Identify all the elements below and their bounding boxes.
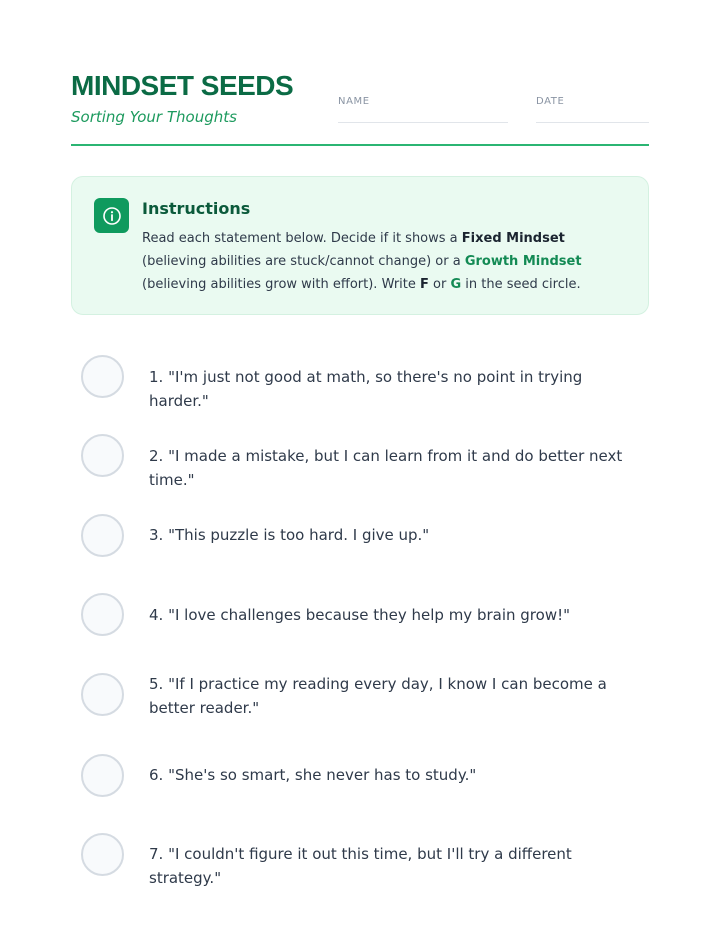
page-subtitle: Sorting Your Thoughts: [71, 108, 237, 126]
seed-circle[interactable]: [81, 593, 124, 636]
statement-text: 4. "I love challenges because they help my brain grow!": [149, 606, 570, 624]
date-field[interactable]: [536, 96, 649, 123]
seed-circle[interactable]: [81, 833, 124, 876]
name-label: NAME: [338, 96, 370, 107]
instructions-panel: [71, 176, 649, 315]
letter-g: G: [450, 277, 462, 292]
date-line[interactable]: [536, 122, 649, 123]
page-title: MINDSET SEEDS: [71, 70, 294, 101]
statement-text: 1. "I'm just not good at math, so there's no point in trying harder.": [149, 368, 583, 410]
statement-text: 6. "She's so smart, she never has to study.": [149, 766, 477, 784]
name-field[interactable]: [338, 96, 508, 123]
worksheet-header: [71, 70, 649, 146]
name-line[interactable]: [338, 122, 508, 123]
info-icon: [94, 198, 129, 233]
seed-circle[interactable]: [81, 434, 124, 477]
instructions-title: Instructions: [142, 199, 251, 218]
statement-text: 7. "I couldn't figure it out this time, but I'll try a different strategy.": [149, 845, 572, 887]
statement-text: 3. "This puzzle is too hard. I give up.": [149, 526, 430, 544]
seed-circle[interactable]: [81, 355, 124, 398]
growth-mindset-term: Growth Mindset: [464, 254, 582, 269]
date-label: DATE: [536, 96, 565, 107]
seed-circle[interactable]: [81, 514, 124, 557]
seed-circle[interactable]: [81, 673, 124, 716]
seed-circle[interactable]: [81, 754, 124, 797]
statement-text: 5. "If I practice my reading every day, I know I can become a better reader.": [149, 675, 607, 717]
statement-text: 2. "I made a mistake, but I can learn from it and do better next time.": [149, 447, 623, 489]
fixed-mindset-term: Fixed Mindset: [461, 231, 565, 246]
letter-f: F: [420, 277, 429, 292]
instructions-text: Read each statement below. Decide if it shows a Fixed Mindset (believing abilities are stuck/cannot change) or a Growth Mindset (believing abilities grow with effort). Write F or G in the seed circle.: [142, 231, 582, 292]
